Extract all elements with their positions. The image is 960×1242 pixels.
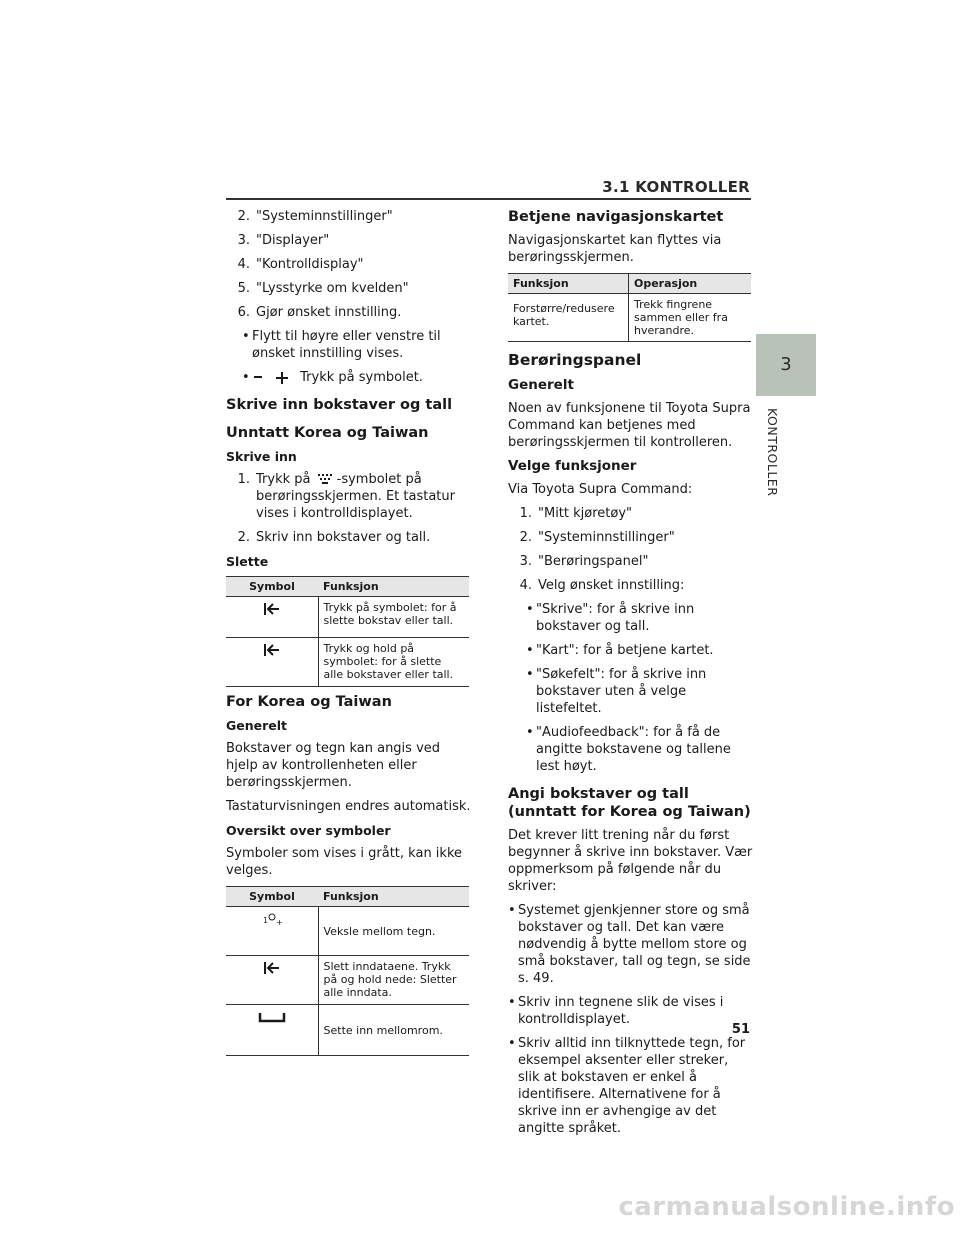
bullet-item: • Flytt til høyre eller venstre til ønsket innstilling vises.: [242, 329, 441, 361]
list-item: 4. "Kontrolldisplay": [237, 257, 364, 272]
table-header: Symbol: [226, 887, 318, 907]
bullet-item: • "Søkefelt": for å skrive inn bokstaver uten å velge listefeltet.: [526, 667, 707, 716]
paragraph: Navigasjonskartet kan flyttes via berøringsskjermen.: [508, 233, 722, 265]
backspace-icon: [263, 960, 281, 976]
bullet-item: • "Kart": for å betjene kartet.: [526, 643, 714, 658]
svg-text:+: +: [275, 918, 283, 927]
chapter-tab: 3: [756, 334, 816, 396]
heading-touchpad: Berøringspanel: [508, 351, 642, 369]
header-divider: [226, 198, 751, 200]
bullet-item: • "Audiofeedback": for å få de angitte bokstavene og tallene lest høyt.: [526, 725, 731, 774]
symbol-table: [226, 886, 469, 1056]
svg-text:1: 1: [262, 916, 268, 925]
list-item: 2. "Systeminnstillinger": [237, 209, 393, 224]
heading-enter: Skrive inn bokstaver og tall: [226, 397, 453, 413]
paragraph: Noen av funksjonene til Toyota Supra Command kan betjenes med berøringsskjermen til kontrolleren.: [508, 401, 751, 450]
list-item: 3. "Berøringspanel": [519, 554, 649, 569]
page-number: 51: [731, 1022, 750, 1037]
list-item: 1. "Mitt kjøretøy": [519, 506, 633, 521]
list-item: 6. Gjør ønsket innstilling.: [237, 305, 402, 320]
heading-select: Velge funksjoner: [508, 458, 637, 474]
table-row: Trykk og hold på symbolet: for å slette alle bokstaver eller tall.: [226, 638, 469, 687]
paragraph: Det krever litt trening når du først begynner å skrive inn bokstaver. Vær oppmerksom på følgende når du skriver:: [508, 828, 753, 894]
list-item: 4. Velg ønsket innstilling:: [519, 578, 685, 593]
bullet-item: • Skriv alltid inn tilknyttede tegn, for eksempel aksenter eller streker, slik at bokstaven er enkel å identifisere. Alternativene for å skrive inn er avhengige av det angitte språket.: [508, 1036, 746, 1136]
backspace-icon: [263, 642, 281, 658]
left-column: [226, 208, 471, 1056]
bullet-item: • Trykk på symbolet.: [242, 370, 423, 385]
heading-enter: Angi bokstaver og tall (unntatt for Korea og Taiwan): [508, 786, 751, 820]
table-header: Funksjon: [318, 577, 469, 597]
watermark: carmanualsonline.info: [618, 1192, 955, 1222]
table-row: 1 + Veksle mellom tegn.: [226, 907, 469, 956]
paragraph: Symboler som vises i grått, kan ikke velges.: [226, 846, 463, 878]
table-row: Slett inndataene. Trykk på og hold nede: Sletter alle inndata.: [226, 956, 469, 1005]
keyboard-icon: [315, 473, 337, 487]
backspace-icon: [263, 601, 281, 617]
chapter-label-text: KONTROLLER: [765, 408, 780, 497]
bullet-item: • Skriv inn tegnene slik de vises i kontrolldisplayet.: [508, 995, 724, 1027]
table-row: Forstørre/redusere kartet. Trekk fingrene sammen eller fra hverandre.: [508, 294, 751, 342]
table-header: Operasjon: [629, 274, 752, 294]
list-item: 5. "Lysstyrke om kvelden": [237, 281, 409, 296]
switch-chars-icon: [262, 911, 282, 927]
heading-general: Generelt: [226, 718, 288, 733]
table-header: Funksjon: [318, 887, 469, 907]
heading-write: Skrive inn: [226, 449, 297, 464]
right-column: [508, 208, 753, 1144]
heading-nav: Betjene navigasjonskartet: [508, 209, 724, 225]
list-item: 1. Trykk på -symbolet på berøringsskjermen. Et tastatur vises i kontrolldisplayet.: [237, 472, 455, 521]
bullet-item: • "Skrive": for å skrive inn bokstaver og tall.: [526, 602, 695, 634]
nav-table: [508, 273, 751, 342]
delete-table: [226, 576, 469, 687]
paragraph: Via Toyota Supra Command:: [508, 482, 693, 497]
heading-general: Generelt: [508, 377, 574, 393]
table-header: Funksjon: [508, 274, 629, 294]
paragraph: Tastaturvisningen endres automatisk.: [226, 799, 471, 814]
heading-except: Unntatt Korea og Taiwan: [226, 425, 429, 441]
chapter-label: [762, 408, 784, 508]
section-title: 3.1 KONTROLLER: [602, 178, 750, 196]
bullet-item: • Systemet gjenkjenner store og små bokstaver og tall. Det kan være nødvendig å bytte mellom store og små bokstaver, tall og tegn, se side s. 49.: [508, 903, 751, 986]
tap-symbol-text: Trykk på symbolet.: [300, 370, 423, 385]
list-item: 2. Skriv inn bokstaver og tall.: [237, 530, 431, 545]
table-row: Trykk på symbolet: for å slette bokstav eller tall.: [226, 597, 469, 638]
paragraph: Bokstaver og tegn kan angis ved hjelp av kontrollenheten eller berøringsskjermen.: [226, 741, 441, 790]
table-row: Sette inn mellomrom.: [226, 1005, 469, 1056]
minus-plus-icon: [252, 371, 296, 385]
table-header: Symbol: [226, 577, 318, 597]
heading-korea: For Korea og Taiwan: [226, 694, 392, 710]
space-icon: [257, 1009, 287, 1025]
list-item: 2. "Systeminnstillinger": [519, 530, 675, 545]
heading-overview: Oversikt over symboler: [226, 823, 391, 838]
heading-delete: Slette: [226, 554, 269, 569]
list-item: 3. "Displayer": [237, 233, 330, 248]
